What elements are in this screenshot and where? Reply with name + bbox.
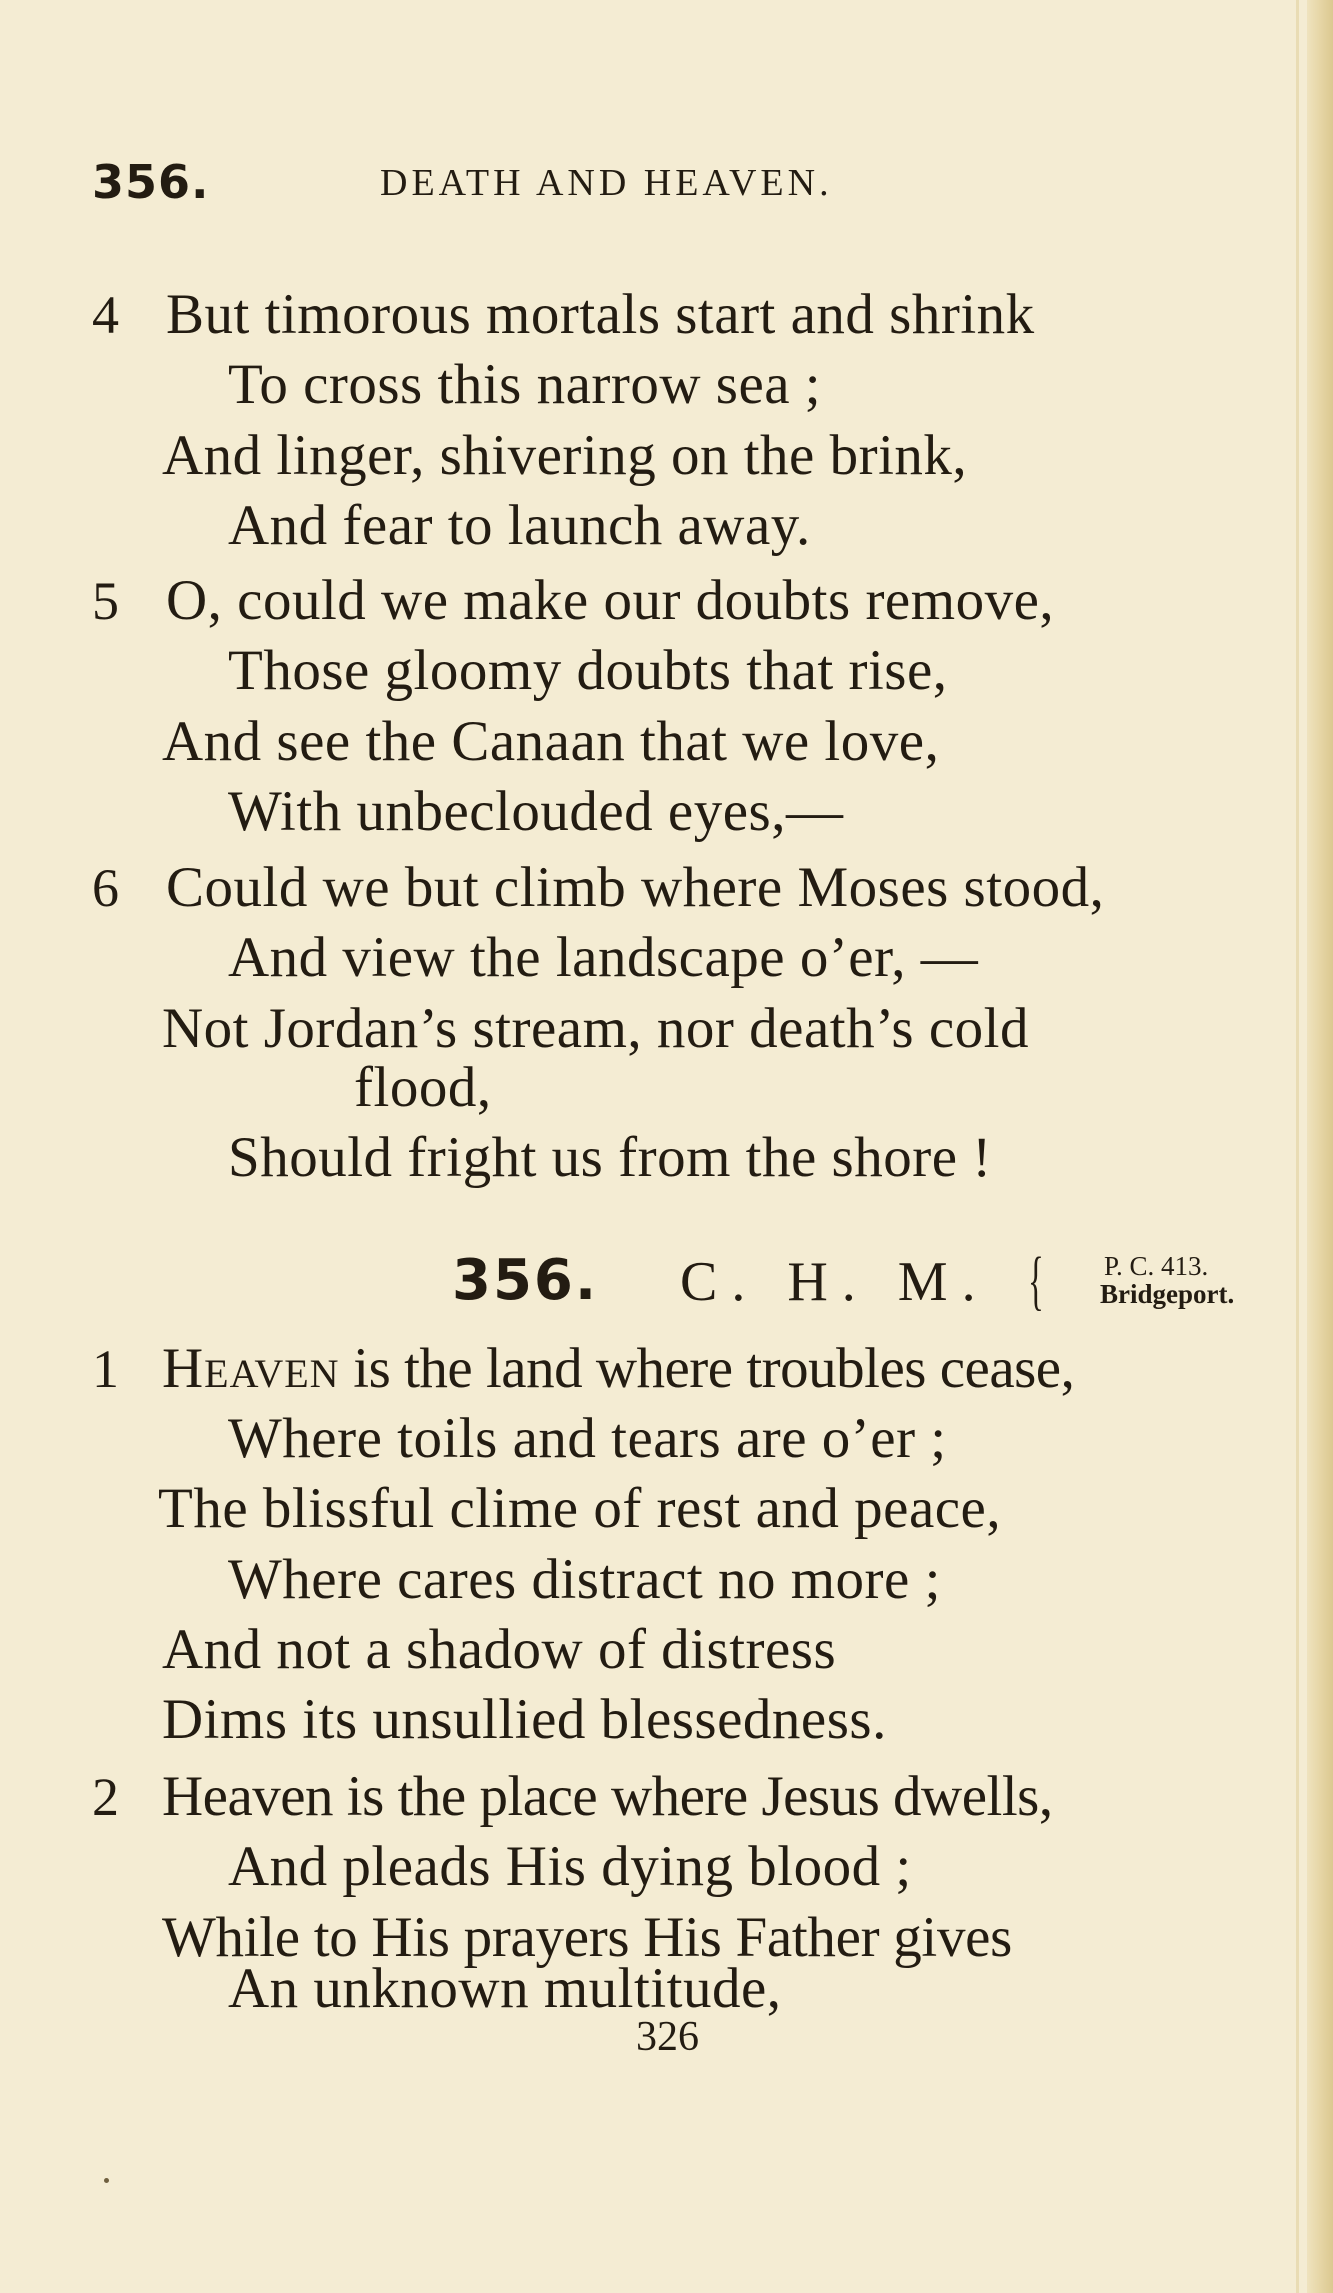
verse-line: Where toils and tears are o’er ; [228, 1407, 947, 1470]
verse-line-runover: flood, [354, 1056, 492, 1119]
verse-line: And view the landscape o’er, — [228, 926, 979, 989]
tune-name: Bridgeport. [1100, 1279, 1235, 1309]
verse-line: And not a shadow of distress [162, 1618, 837, 1681]
verse-number: 4 [92, 285, 119, 345]
running-title: DEATH AND HEAVEN. [380, 162, 833, 204]
running-head [92, 155, 1292, 215]
first-line-rest: is the land where troubles cease, [339, 1337, 1075, 1400]
verse-line: Where cares distract no more ; [228, 1548, 941, 1611]
verse-number: 6 [92, 858, 119, 918]
verse-line: And linger, shivering on the brink, [162, 424, 968, 487]
verse-number: 2 [92, 1767, 119, 1827]
verse-line: And see the Canaan that we love, [162, 710, 940, 773]
verse-line: And pleads His dying blood ; [228, 1835, 912, 1898]
verse-line: To cross this narrow sea ; [228, 353, 822, 416]
page-edge-line [1296, 0, 1299, 2293]
verse-line: And fear to launch away. [228, 494, 811, 557]
verse-line: O, could we make our doubts remove, [166, 569, 1055, 632]
hymn-number: 356. [452, 1248, 599, 1313]
hymn-heading [0, 1244, 1300, 1328]
verse-line: Could we but climb where Moses stood, [166, 856, 1105, 919]
tune-page-ref: P. C. 413. [1104, 1251, 1209, 1281]
verse-line: Should fright us from the shore ! [228, 1126, 992, 1189]
verse-line: With unbeclouded eyes,— [228, 780, 844, 843]
verse-line [162, 1334, 1074, 1404]
page-number: 356. [92, 155, 210, 209]
paper-speck [104, 2178, 109, 2183]
brace-icon: { [1028, 1244, 1044, 1317]
verse-line: While to His prayers His Father gives [162, 1906, 1013, 1969]
verse-line: An unknown multitude, [228, 1957, 782, 2020]
verse-number: 1 [92, 1339, 119, 1399]
verse-number: 5 [92, 571, 119, 631]
verse-line: But timorous mortals start and shrink [166, 283, 1035, 346]
verse-line: The blissful clime of rest and peace, [158, 1477, 1002, 1540]
verse-line: Those gloomy doubts that rise, [228, 639, 948, 702]
verse-line: Not Jordan’s stream, nor death’s cold [162, 997, 1029, 1060]
tune-reference [1100, 1252, 1234, 1308]
verse-line: Dims its unsullied blessedness. [162, 1688, 887, 1751]
page-edge [1307, 0, 1333, 2293]
verse-line: Heaven is the place where Jesus dwells, [162, 1765, 1053, 1828]
first-word: Heaven [162, 1337, 340, 1400]
folio-number: 326 [636, 2014, 699, 2060]
hymn-meter: C. H. M. [680, 1251, 990, 1313]
